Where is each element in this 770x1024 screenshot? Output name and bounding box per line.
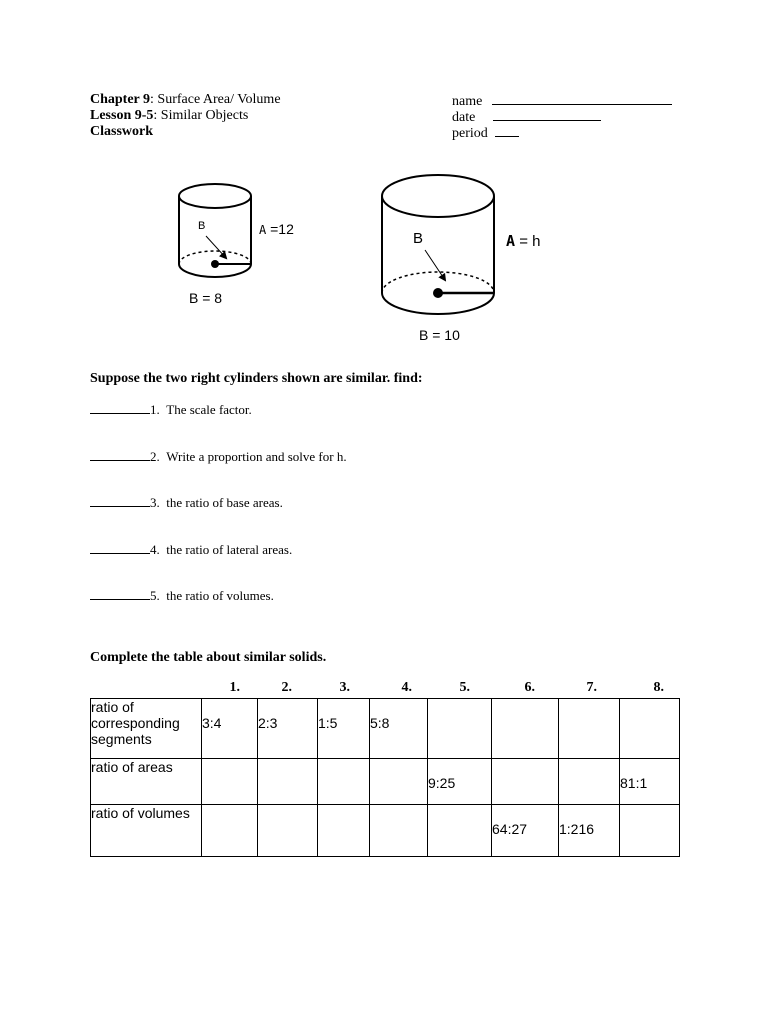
table-cell xyxy=(620,699,680,759)
classwork-label: Classwork xyxy=(90,124,154,139)
chapter-text: : Surface Area/ Volume xyxy=(150,92,281,107)
table-cell xyxy=(559,759,620,805)
altitude-symbol-icon: A xyxy=(259,223,267,237)
question-item: 5. the ratio of volumes. xyxy=(90,588,274,604)
table-cell xyxy=(620,805,680,857)
answer-blank[interactable] xyxy=(90,495,150,507)
table-cell: 1:216 xyxy=(559,805,620,857)
period-label: period xyxy=(452,126,488,141)
table-cell: 1:5 xyxy=(318,699,370,759)
questions-prompt: Suppose the two right cylinders shown are similar. find: xyxy=(90,371,423,386)
table-cell: 5:8 xyxy=(370,699,428,759)
column-number: 6. xyxy=(524,680,535,695)
table-cell: 64:27 xyxy=(492,805,559,857)
large-a-label: A = h xyxy=(506,232,541,250)
table-cell xyxy=(258,805,318,857)
table-prompt: Complete the table about similar solids. xyxy=(90,650,327,665)
table-cell xyxy=(202,759,258,805)
name-label: name xyxy=(452,94,483,109)
large-cylinder xyxy=(382,175,494,314)
table-cell xyxy=(492,699,559,759)
large-b-label: B xyxy=(413,230,424,247)
table-cell xyxy=(559,699,620,759)
table-row xyxy=(91,805,680,857)
table-row xyxy=(91,699,680,759)
small-base-label: B = 8 xyxy=(189,290,223,306)
table-row xyxy=(91,759,680,805)
column-number: 2. xyxy=(281,680,292,695)
answer-blank[interactable] xyxy=(90,402,150,414)
date-label: date xyxy=(452,110,476,125)
question-item: 2. Write a proportion and solve for h. xyxy=(90,449,347,465)
table-cell xyxy=(428,805,492,857)
lesson-text: : Similar Objects xyxy=(153,108,249,123)
table-cell: 9:25 xyxy=(428,759,492,805)
table-cell xyxy=(258,759,318,805)
column-number: 3. xyxy=(339,680,350,695)
table-cell xyxy=(428,699,492,759)
column-number: 5. xyxy=(459,680,470,695)
small-b-label: B xyxy=(198,220,206,232)
table-cell: 3:4 xyxy=(202,699,258,759)
row-label: ratio of areas xyxy=(91,759,202,805)
row-label: ratio of volumes xyxy=(91,805,202,857)
answer-blank[interactable] xyxy=(90,588,150,600)
answer-blank[interactable] xyxy=(90,542,150,554)
table-cell: 81:1 xyxy=(620,759,680,805)
cylinders-figure xyxy=(0,0,770,360)
column-number: 4. xyxy=(401,680,412,695)
lesson-label: Lesson 9-5 xyxy=(90,108,154,123)
large-base-label: B = 10 xyxy=(419,327,460,343)
small-cylinder xyxy=(179,184,251,277)
answer-blank[interactable] xyxy=(90,449,150,461)
row-label: ratio of corresponding segments xyxy=(91,699,202,759)
table-cell xyxy=(202,805,258,857)
table-cell xyxy=(318,805,370,857)
question-item: 3. the ratio of base areas. xyxy=(90,495,283,511)
column-number: 7. xyxy=(586,680,597,695)
column-number: 1. xyxy=(229,680,240,695)
question-item: 1. The scale factor. xyxy=(90,402,252,418)
similar-solids-table xyxy=(90,698,680,857)
table-cell xyxy=(492,759,559,805)
altitude-symbol-icon: A xyxy=(506,232,516,250)
chapter-label: Chapter 9 xyxy=(90,92,151,107)
table-cell: 2:3 xyxy=(258,699,318,759)
question-item: 4. the ratio of lateral areas. xyxy=(90,542,292,558)
small-a-label: A =12 xyxy=(259,221,294,237)
column-number: 8. xyxy=(653,680,664,695)
table-cell xyxy=(370,759,428,805)
table-cell xyxy=(370,805,428,857)
table-cell xyxy=(318,759,370,805)
